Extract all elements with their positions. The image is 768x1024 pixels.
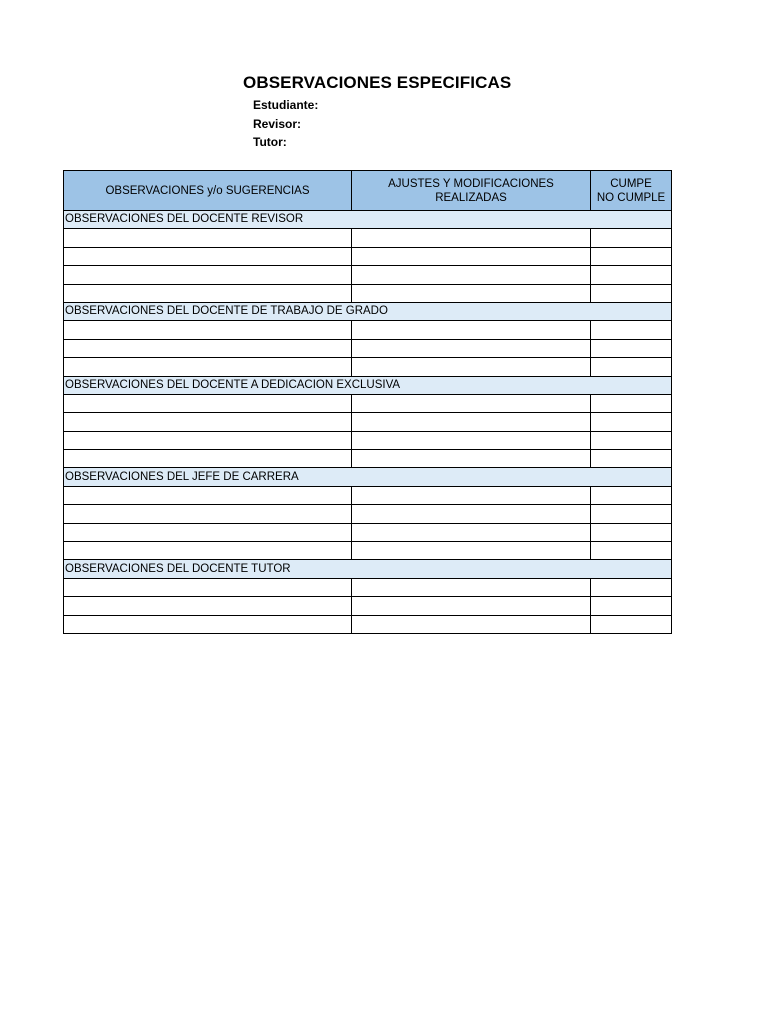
adjustment-cell[interactable] [352, 394, 591, 412]
adjustment-cell[interactable] [352, 284, 591, 302]
compliance-cell[interactable] [591, 413, 672, 431]
adjustment-cell[interactable] [352, 266, 591, 284]
adjustment-cell[interactable] [352, 523, 591, 541]
table-row [64, 450, 672, 468]
table-row [64, 321, 672, 339]
compliance-cell[interactable] [591, 394, 672, 412]
section-label: OBSERVACIONES DEL DOCENTE A DEDICACION EXCLUSIVA [64, 376, 672, 394]
field-label-estudiante: Estudiante: [253, 98, 319, 112]
adjustment-cell[interactable] [352, 321, 591, 339]
table-body [64, 211, 672, 634]
section-label: OBSERVACIONES DEL JEFE DE CARRERA [64, 468, 672, 486]
adjustment-cell[interactable] [352, 247, 591, 265]
table-row [64, 358, 672, 376]
section-label: OBSERVACIONES DEL DOCENTE DE TRABAJO DE GRADO [64, 302, 672, 320]
observations-table [63, 170, 672, 634]
observation-cell[interactable] [64, 321, 352, 339]
table-header-row [64, 171, 672, 211]
compliance-cell[interactable] [591, 266, 672, 284]
observation-cell[interactable] [64, 229, 352, 247]
table-row [64, 229, 672, 247]
header-cumple-line2: NO CUMPLE [596, 191, 666, 204]
observation-cell[interactable] [64, 523, 352, 541]
header-cumple-line1: CUMPE [610, 177, 652, 190]
observation-cell[interactable] [64, 413, 352, 431]
observation-cell[interactable] [64, 542, 352, 560]
section-label: OBSERVACIONES DEL DOCENTE REVISOR [64, 211, 672, 229]
adjustment-cell[interactable] [352, 339, 591, 357]
adjustment-cell[interactable] [352, 358, 591, 376]
observation-cell[interactable] [64, 486, 352, 504]
table-row [64, 339, 672, 357]
field-label-tutor: Tutor: [253, 135, 287, 149]
compliance-cell[interactable] [591, 431, 672, 449]
table-row [64, 597, 672, 615]
compliance-cell[interactable] [591, 615, 672, 633]
section-row [64, 211, 672, 229]
compliance-cell[interactable] [591, 229, 672, 247]
adjustment-cell[interactable] [352, 615, 591, 633]
observation-cell[interactable] [64, 615, 352, 633]
adjustment-cell[interactable] [352, 578, 591, 596]
compliance-cell[interactable] [591, 247, 672, 265]
table-row [64, 284, 672, 302]
table-row [64, 431, 672, 449]
observation-cell[interactable] [64, 266, 352, 284]
observation-cell[interactable] [64, 284, 352, 302]
compliance-cell[interactable] [591, 321, 672, 339]
table-row [64, 413, 672, 431]
observation-cell[interactable] [64, 247, 352, 265]
observation-cell[interactable] [64, 450, 352, 468]
adjustment-cell[interactable] [352, 431, 591, 449]
compliance-cell[interactable] [591, 358, 672, 376]
table-row [64, 394, 672, 412]
compliance-cell[interactable] [591, 597, 672, 615]
compliance-cell[interactable] [591, 542, 672, 560]
adjustment-cell[interactable] [352, 413, 591, 431]
compliance-cell[interactable] [591, 339, 672, 357]
observation-cell[interactable] [64, 431, 352, 449]
section-label: OBSERVACIONES DEL DOCENTE TUTOR [64, 560, 672, 578]
adjustment-cell[interactable] [352, 597, 591, 615]
header-observaciones: OBSERVACIONES y/o SUGERENCIAS [64, 171, 352, 211]
adjustment-cell[interactable] [352, 542, 591, 560]
table-row [64, 523, 672, 541]
table-row [64, 266, 672, 284]
table-row [64, 486, 672, 504]
section-row [64, 468, 672, 486]
table-row [64, 542, 672, 560]
section-row [64, 302, 672, 320]
compliance-cell[interactable] [591, 486, 672, 504]
observation-cell[interactable] [64, 505, 352, 523]
adjustment-cell[interactable] [352, 229, 591, 247]
observation-cell[interactable] [64, 597, 352, 615]
compliance-cell[interactable] [591, 523, 672, 541]
table-row [64, 505, 672, 523]
table-row [64, 247, 672, 265]
compliance-cell[interactable] [591, 505, 672, 523]
table-row [64, 578, 672, 596]
adjustment-cell[interactable] [352, 450, 591, 468]
header-cumple [591, 171, 672, 211]
section-row [64, 376, 672, 394]
adjustment-cell[interactable] [352, 505, 591, 523]
compliance-cell[interactable] [591, 450, 672, 468]
observation-cell[interactable] [64, 339, 352, 357]
observation-cell[interactable] [64, 394, 352, 412]
field-label-revisor: Revisor: [253, 117, 302, 131]
header-ajustes: AJUSTES Y MODIFICACIONES REALIZADAS [352, 171, 591, 211]
table-row [64, 615, 672, 633]
observation-cell[interactable] [64, 578, 352, 596]
adjustment-cell[interactable] [352, 486, 591, 504]
page-title: OBSERVACIONES ESPECIFICAS [243, 73, 512, 92]
observation-cell[interactable] [64, 358, 352, 376]
section-row [64, 560, 672, 578]
compliance-cell[interactable] [591, 578, 672, 596]
compliance-cell[interactable] [591, 284, 672, 302]
